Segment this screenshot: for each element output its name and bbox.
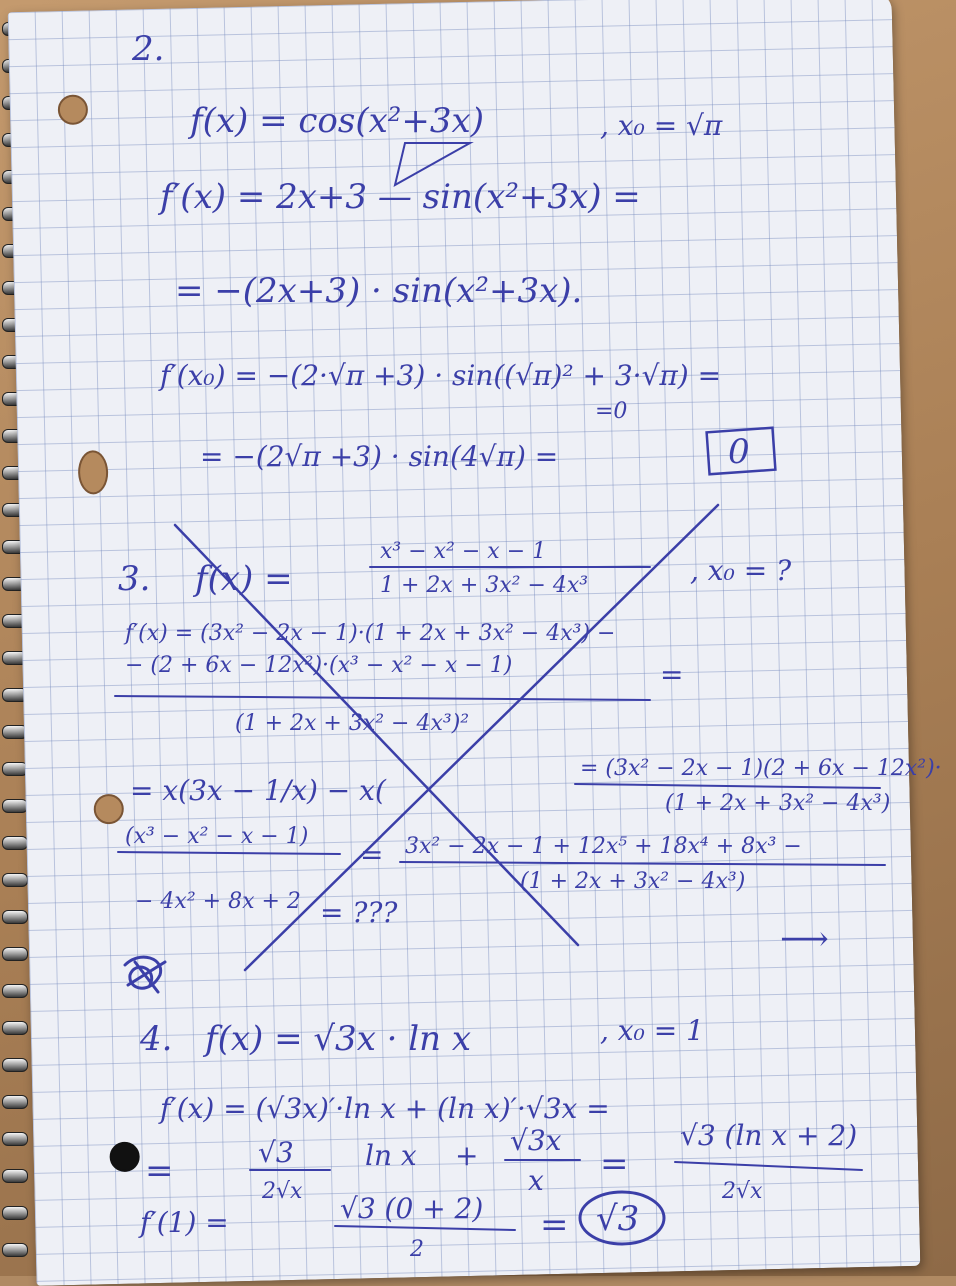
problem-3-step-b: = (3x² − 2x − 1)(2 + 6x − 12x²)· — [580, 756, 942, 781]
problem-3-derivative-bar — [115, 696, 650, 700]
problem-3-derivative-1: f′(x) = (3x² − 2x − 1)·(1 + 2x + 3x² − 4x³) − — [125, 621, 616, 646]
problem-4-answer: √3 — [596, 1199, 640, 1239]
problem-4-f-at-1: f′(1) = — [140, 1206, 229, 1239]
problem-4-derivative: f′(x) = (√3x)′·ln x + (ln x)′·√3x = — [160, 1092, 610, 1125]
problem-4-final-eq: = — [540, 1205, 569, 1245]
problem-3-numerator: x³ − x² − x − 1 — [380, 539, 547, 564]
problem-4-frac4-denominator: 2 — [410, 1237, 424, 1262]
continue-arrow: ⟶ — [780, 919, 829, 959]
problem-4-eq: = — [600, 1144, 629, 1184]
problem-3-step-c-eq: = — [360, 838, 384, 871]
problem-3-function: f(x) = — [195, 559, 293, 599]
problem-4-number: 4. — [140, 1019, 173, 1059]
problem-3-step-d: − 4x² + 8x + 2 — [135, 889, 301, 914]
problem-2-x0: , x₀ = √π — [600, 109, 723, 142]
ink-scribble — [125, 957, 165, 992]
problem-4-frac4-numerator: √3 (0 + 2) — [340, 1192, 484, 1225]
problem-4-leading-eq: = — [145, 1151, 174, 1191]
problem-3-derivative-eq: = — [660, 658, 684, 691]
problem-4-frac4-bar — [335, 1226, 515, 1230]
problem-4-frac1-ln: ln x — [365, 1139, 417, 1172]
problem-4-frac3-denominator: 2√x — [722, 1179, 763, 1204]
problem-2-simplified: = −(2x+3) · sin(x²+3x). — [175, 271, 583, 311]
problem-3-step-c-denominator: (1 + 2x + 3x² − 4x³) — [520, 869, 746, 894]
problem-2-zero-note: =0 — [595, 399, 628, 424]
problem-3-derivative-denominator: (1 + 2x + 3x² − 4x³)² — [235, 711, 470, 736]
problem-3-step-d-tail: = ??? — [320, 896, 398, 929]
problem-2-answer: 0 — [728, 432, 750, 472]
problem-3-step-c-rhs-bar — [400, 862, 885, 865]
problem-3-derivative-2: − (2 + 6x − 12x²)·(x³ − x² − x − 1) — [125, 653, 513, 678]
problem-4-frac1-numerator: √3 — [258, 1136, 294, 1169]
problem-4-frac2-numerator: √3x — [510, 1124, 562, 1157]
problem-3-step-c-rhs: 3x² − 2x − 1 + 12x⁵ + 18x⁴ + 8x³ − — [405, 834, 802, 859]
problem-3-step-c-bar — [118, 852, 340, 854]
problem-2-number: 2. — [132, 29, 165, 69]
problem-3-step-b-denominator: (1 + 2x + 3x² − 4x³) — [665, 791, 891, 816]
problem-3-denominator: 1 + 2x + 3x² − 4x³ — [380, 573, 589, 598]
problem-3-step-b-bar — [575, 784, 880, 788]
problem-4-frac3-numerator: √3 (ln x + 2) — [680, 1119, 858, 1152]
problem-2-result-line: = −(2√π +3) · sin(4√π) = — [200, 440, 559, 473]
problem-3-x0: , x₀ = ? — [690, 554, 792, 587]
problem-3-number: 3. — [118, 559, 151, 599]
problem-2-at-x0: f′(x₀) = −(2·√π +3) · sin((√π)² + 3·√π) = — [160, 359, 722, 392]
problem-3-step-a: = x(3x − 1/x) − x( — [130, 774, 386, 807]
problem-2-derivative: f′(x) = 2x+3 — sin(x²+3x) = — [160, 177, 641, 217]
problem-4-x0: , x₀ = 1 — [600, 1014, 704, 1047]
problem-4-plus: + — [455, 1139, 479, 1172]
problem-4-function: f(x) = √3x · ln x — [205, 1019, 472, 1059]
problem-4-frac3-bar — [675, 1162, 862, 1170]
problem-2-function: f(x) = cos(x²+3x) — [190, 101, 484, 141]
problem-4-frac1-denominator: 2√x — [262, 1179, 303, 1204]
problem-3-step-c-numerator: (x³ − x² − x − 1) — [125, 824, 309, 849]
problem-4-frac2-denominator: x — [528, 1164, 544, 1197]
